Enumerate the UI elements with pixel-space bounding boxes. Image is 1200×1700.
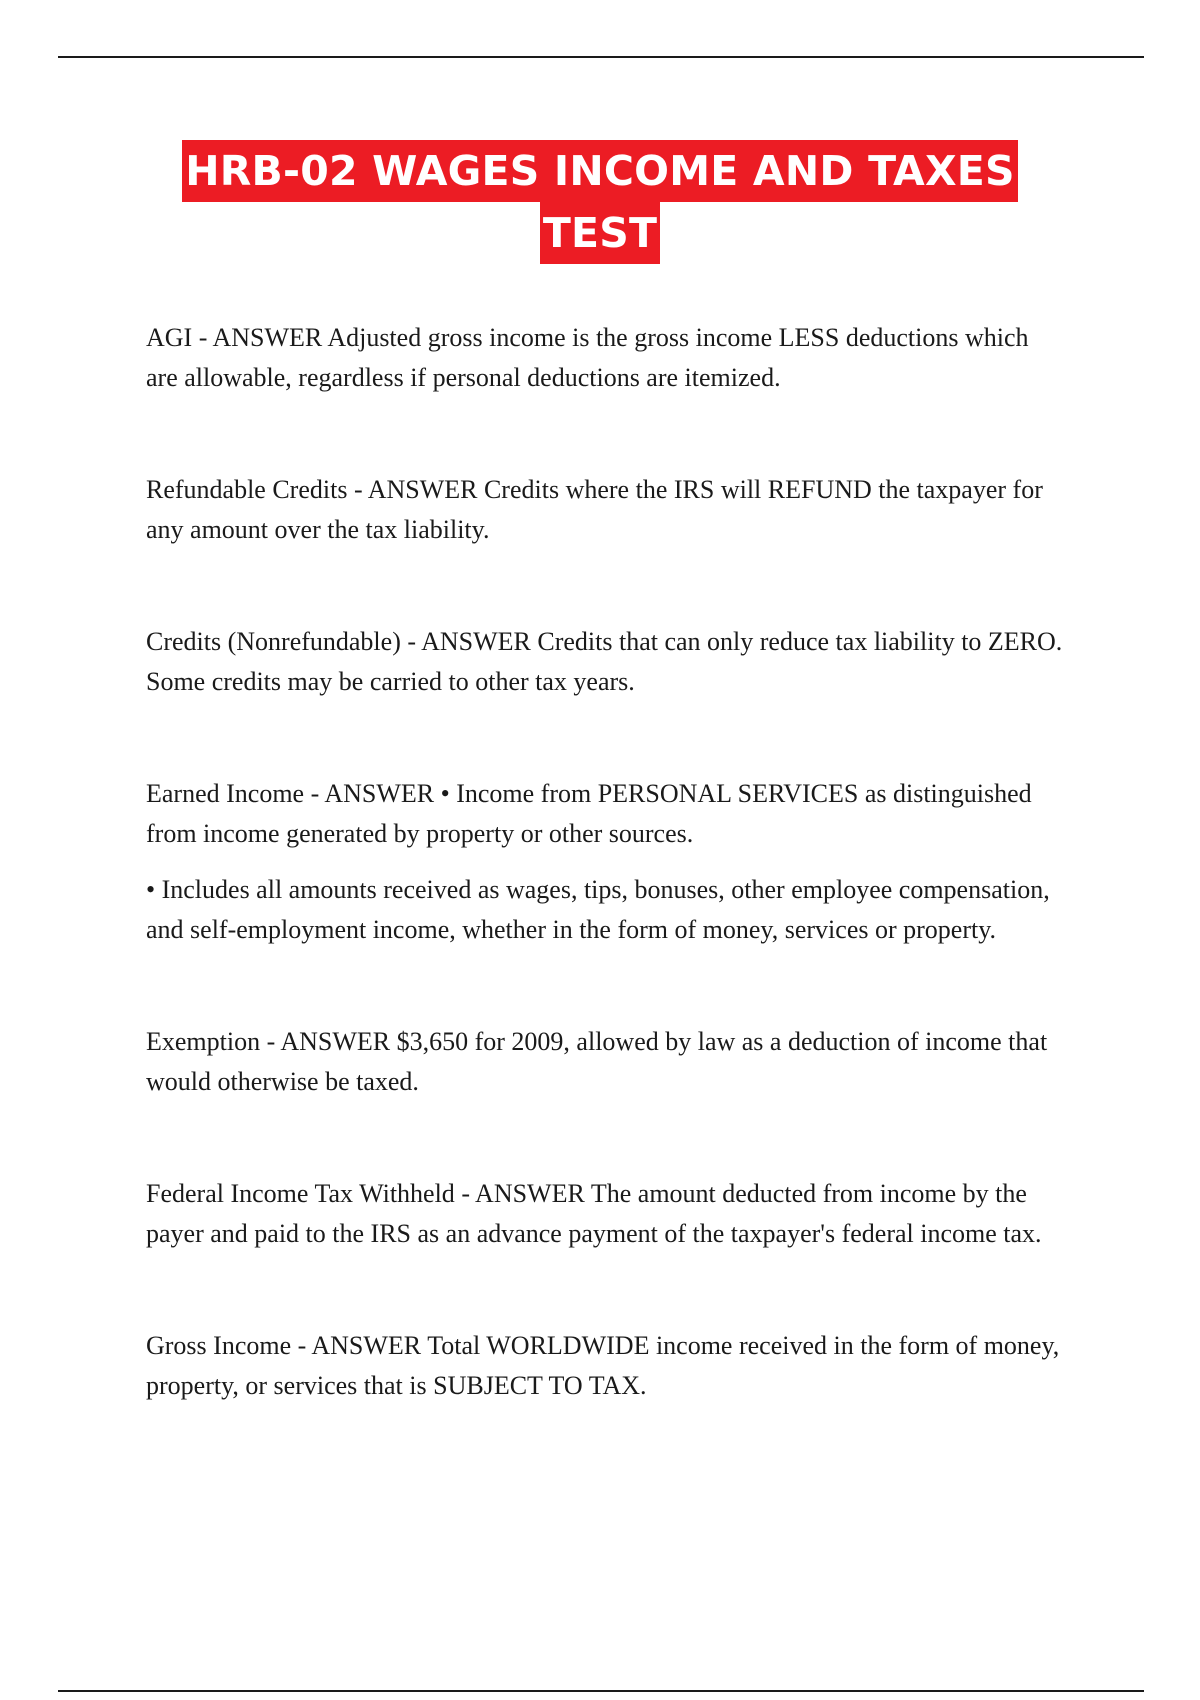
qa-entry <box>146 1174 1066 1254</box>
qa-first-paragraph: AGI - ANSWER Adjusted gross income is the gross income LESS deductions which are allowable, regardless if personal deductions are itemized. <box>146 323 1036 392</box>
qa-term: Exemption <box>146 1027 261 1056</box>
qa-definition: • Income from PERSONAL SERVICES as distinguished from income generated by property or other sources. <box>146 779 1039 848</box>
qa-answer-label: ANSWER <box>311 1331 422 1360</box>
top-rule <box>58 56 1144 58</box>
qa-definition: • Includes all amounts received as wages, tips, bonuses, other employee compensation, and self-employment income, whether in the form of money, services or property. <box>146 875 1057 944</box>
qa-first-paragraph: Credits (Nonrefundable) - ANSWER Credits that can only reduce tax liability to ZERO. Some credits may be carried to other tax years. <box>146 627 1069 696</box>
bottom-rule <box>58 1690 1144 1692</box>
qa-answer-label: ANSWER <box>367 475 478 504</box>
title-line-1: HRB-02 WAGES INCOME AND TAXES <box>182 140 1017 202</box>
qa-entry <box>146 470 1066 550</box>
document-title <box>0 140 1200 264</box>
qa-definition: Adjusted gross income is the gross income LESS deductions which are allowable, regardless if personal deductions are itemized. <box>146 323 1036 392</box>
qa-entry <box>146 774 1066 950</box>
qa-term: Refundable Credits <box>146 475 348 504</box>
qa-answer-label: ANSWER <box>475 1179 585 1208</box>
qa-term: Federal Income Tax Withheld <box>146 1179 455 1208</box>
qa-definition: Credits that can only reduce tax liability to ZERO. Some credits may be carried to other tax years. <box>146 627 1069 696</box>
qa-first-paragraph: Exemption - ANSWER $3,650 for 2009, allowed by law as a deduction of income that would otherwise be taxed. <box>146 1027 1054 1096</box>
qa-term: Gross Income <box>146 1331 292 1360</box>
title-line-2: TEST <box>540 202 660 264</box>
qa-continued-paragraph <box>146 870 1066 950</box>
qa-definition: Credits where the IRS will REFUND the taxpayer for any amount over the tax liability. <box>146 475 1050 544</box>
qa-first-paragraph: Refundable Credits - ANSWER Credits where the IRS will REFUND the taxpayer for any amount over the tax liability. <box>146 475 1050 544</box>
qa-answer-label: ANSWER <box>421 627 531 656</box>
qa-term: AGI <box>146 323 193 352</box>
qa-entry <box>146 1326 1066 1406</box>
qa-entry <box>146 318 1066 398</box>
qa-term: Earned Income <box>146 779 305 808</box>
qa-entry <box>146 622 1069 702</box>
qa-term: Credits (Nonrefundable) <box>146 627 401 656</box>
qa-definition: Total WORLDWIDE income received in the form of money, property, or services that is SUBJECT TO TAX. <box>146 1331 1066 1400</box>
qa-definition: The amount deducted from income by the payer and paid to the IRS as an advance payment of the taxpayer's federal income tax. <box>146 1179 1042 1248</box>
qa-answer-label: ANSWER <box>212 323 323 352</box>
qa-answer-label: ANSWER <box>324 779 435 808</box>
qa-answer-label: ANSWER <box>280 1027 391 1056</box>
qa-definition: $3,650 for 2009, allowed by law as a deduction of income that would otherwise be taxed. <box>146 1027 1054 1096</box>
qa-first-paragraph: Gross Income - ANSWER Total WORLDWIDE income received in the form of money, property, or services that is SUBJECT TO TAX. <box>146 1331 1066 1400</box>
qa-first-paragraph: Earned Income - ANSWER • Income from PERSONAL SERVICES as distinguished from income generated by property or other sources. <box>146 779 1039 848</box>
qa-list <box>146 318 1069 1478</box>
qa-first-paragraph: Federal Income Tax Withheld - ANSWER The amount deducted from income by the payer and paid to the IRS as an advance payment of the taxpayer's federal income tax. <box>146 1179 1042 1248</box>
qa-entry <box>146 1022 1066 1102</box>
